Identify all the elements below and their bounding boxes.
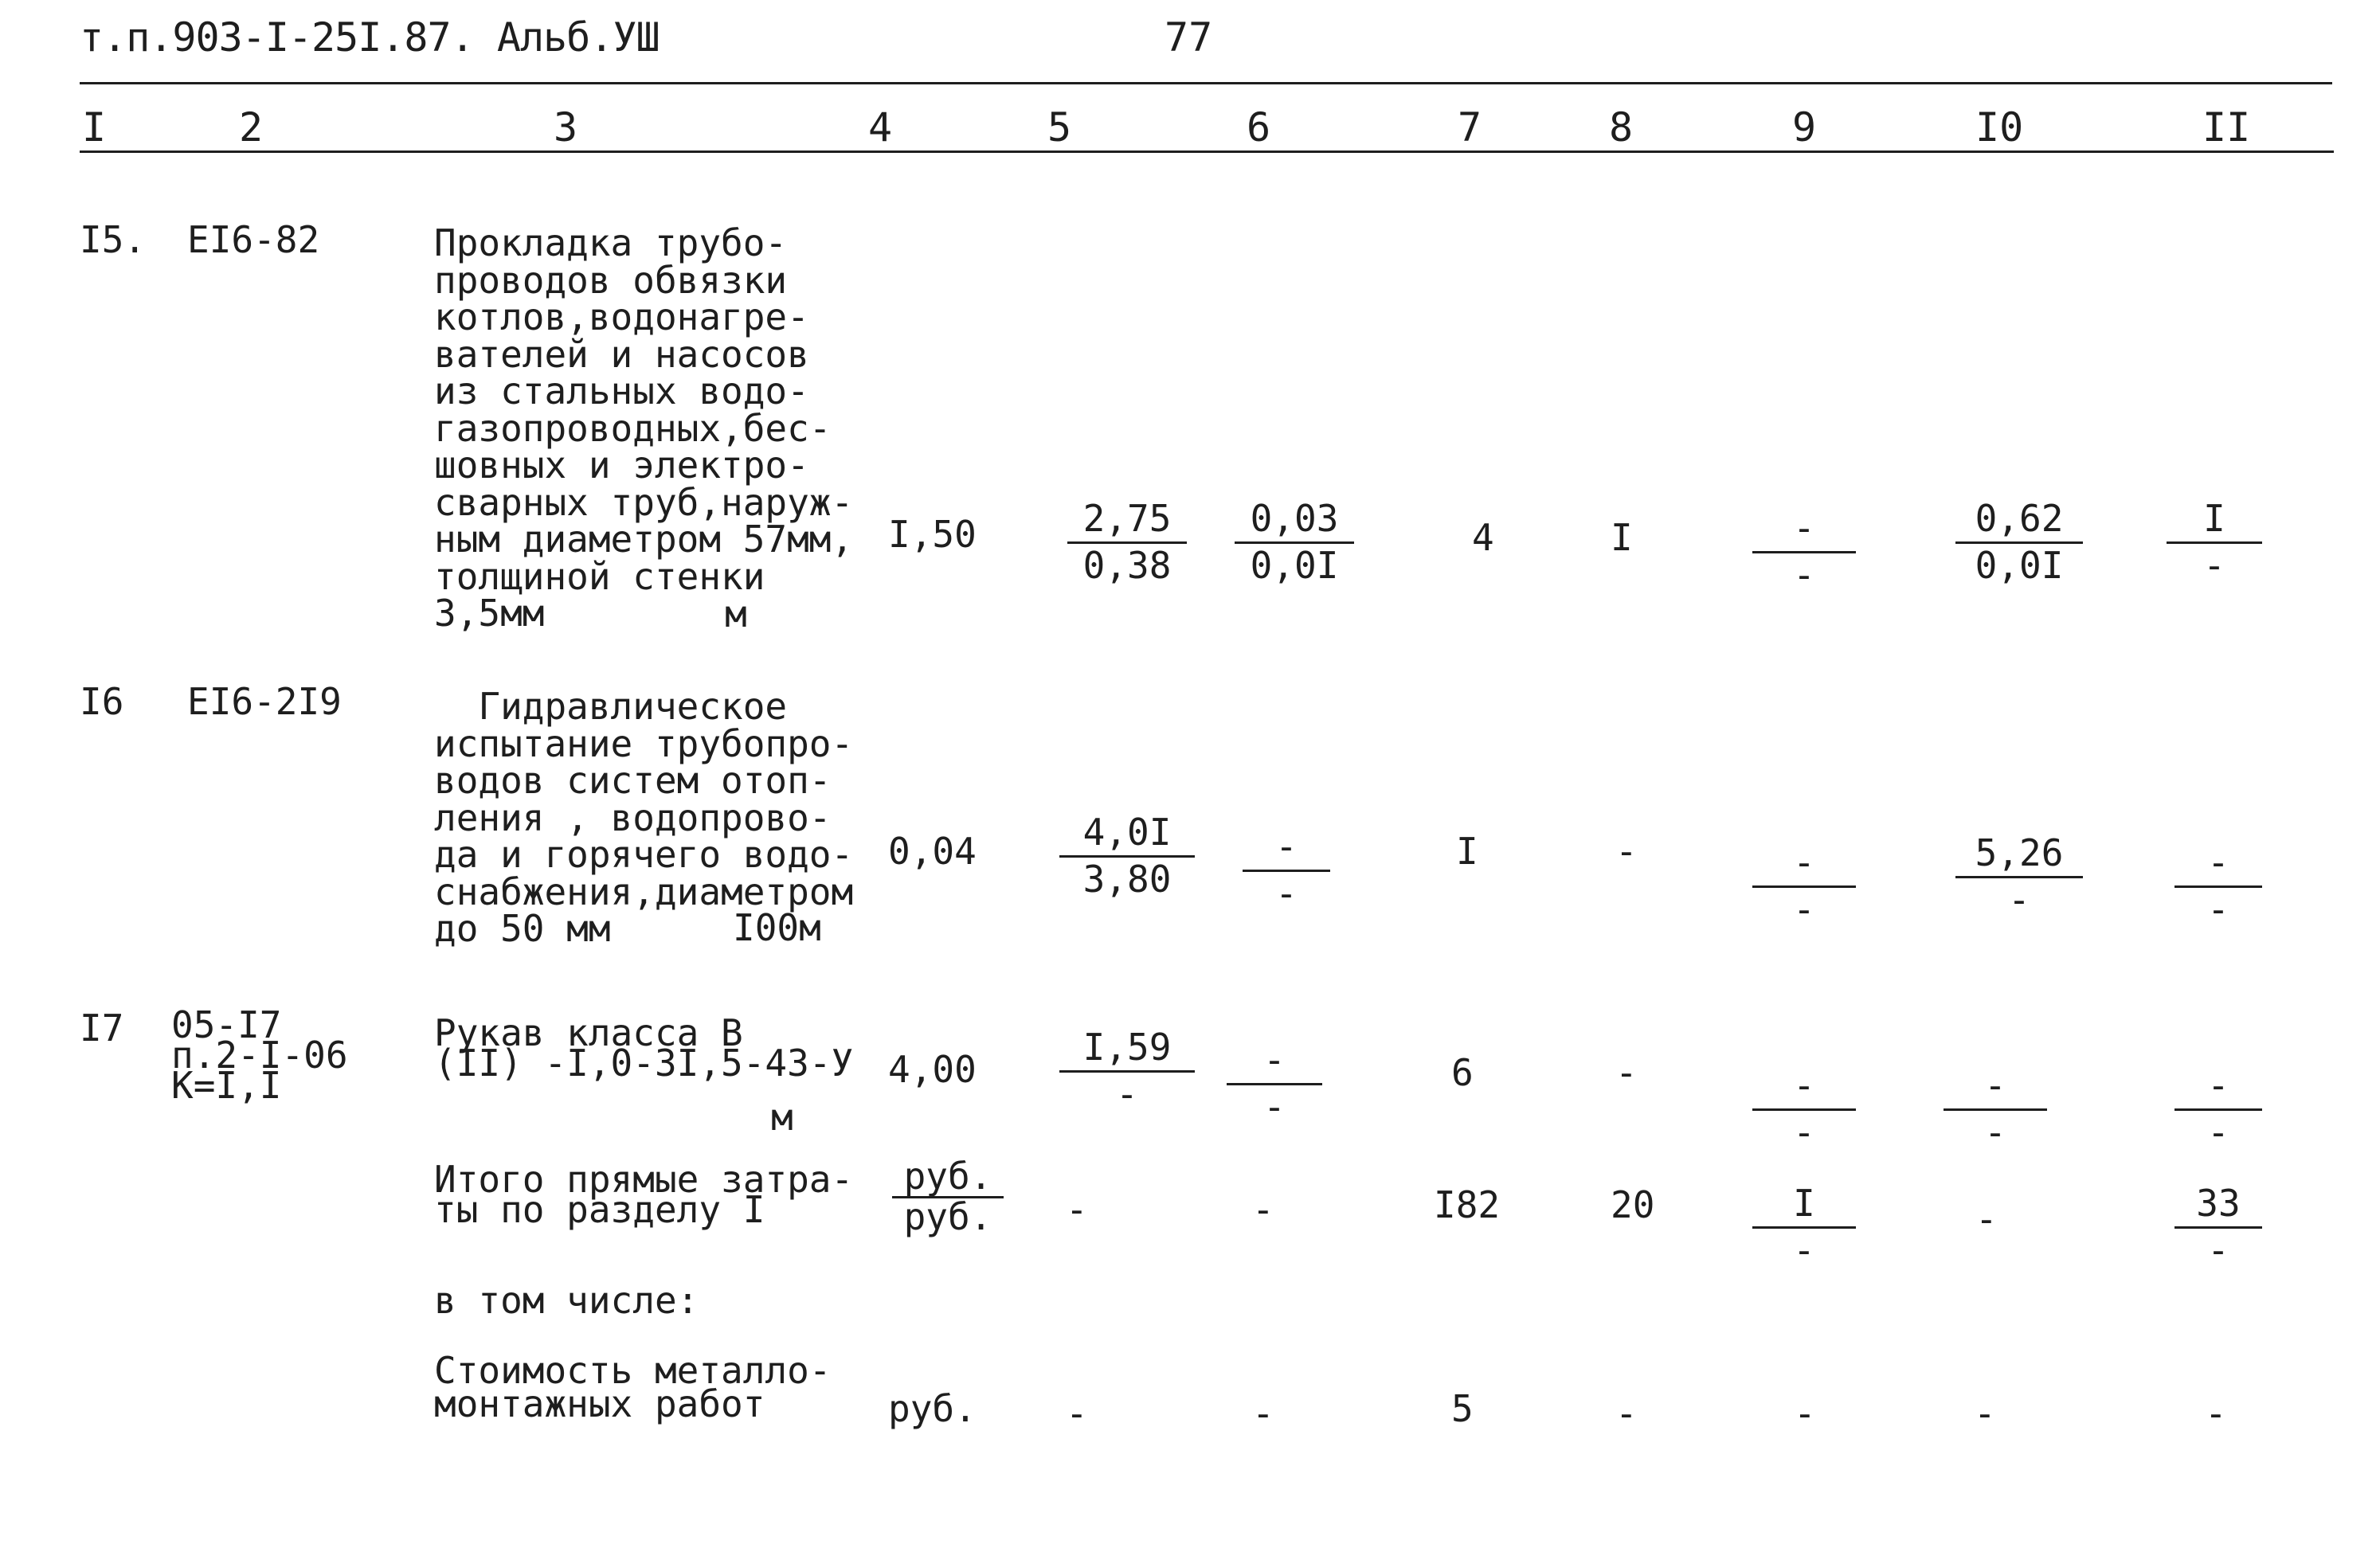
metal-works-col-6: - [1252, 1392, 1274, 1435]
totals-description: Итого прямые затра- ты по разделу I [434, 1158, 854, 1231]
cost-col-6: - - [1243, 828, 1330, 912]
cost-col-5: I,59 - [1059, 1029, 1195, 1112]
column-header-5: 5 [1047, 104, 1072, 151]
value-col-10: 5,26 - [1955, 835, 2083, 918]
labor-col-7: 6 [1451, 1051, 1474, 1094]
metal-works-col-5: - [1066, 1392, 1088, 1435]
work-description: Гидравлическое испытание трубопро- водов систем отоп- ления , водопрово- да и горячего водо- снабжения,диаметром до 50 мм [434, 685, 854, 950]
column-header-2: 2 [239, 104, 264, 151]
row-number: I6 [80, 680, 124, 723]
column-header-4: 4 [868, 104, 893, 151]
value-col-11: - - [2174, 1067, 2262, 1151]
totals-col-6: - [1252, 1188, 1274, 1231]
quantity: 0,04 [888, 830, 977, 873]
totals-unit: руб. руб. [892, 1161, 1004, 1232]
unit-of-measure: м [725, 592, 747, 635]
value-col-11: I - [2167, 500, 2262, 584]
metal-works-description: Стоимость металло- монтажных работ [434, 1349, 832, 1425]
cost-col-6: $\frac{0,03}{0,0I}$ [1235, 500, 1354, 584]
metal-works-col-7: 5 [1451, 1387, 1474, 1430]
header-bottom-rule [80, 151, 2334, 153]
document-reference: т.п.903-I-25I.87. Альб.УШ [80, 14, 660, 61]
quantity: I,50 [888, 513, 977, 556]
column-header-3: 3 [554, 104, 578, 151]
totals-col-10: - [1975, 1198, 1998, 1241]
cost-col-5: $\frac{4,0I}{3,80}$ [1059, 814, 1195, 897]
unit-of-measure: I00м [733, 906, 821, 949]
metal-works-unit: руб. [888, 1387, 977, 1430]
value-col-10: - - [1944, 1067, 2047, 1151]
column-header-11: II [2202, 104, 2251, 151]
work-description: Рукав класса В (II) -I,0-3I,5-43-У [434, 1011, 854, 1085]
top-rule [80, 82, 2332, 84]
quantity: 4,00 [888, 1048, 977, 1091]
work-description: Прокладка трубо- проводов обвязки котлов,водонагре- вателей и насосов из стальных водо- газопроводных,бес- шовных и электро- сварных труб,наруж- ным диаметром 57мм, толщиной стенки 3,5мм [434, 221, 854, 635]
metal-works-col-8: - [1615, 1392, 1638, 1435]
totals-col-5: - [1066, 1188, 1088, 1231]
cost-col-5: $\frac{2,75}{0,38}$ [1067, 500, 1187, 584]
column-header-10: I0 [1975, 104, 2024, 151]
totals-col-7: I82 [1434, 1183, 1501, 1226]
unit-of-measure: м [771, 1096, 793, 1139]
column-header-6: 6 [1247, 104, 1271, 151]
metal-works-col-9: - [1794, 1392, 1816, 1435]
totals-col-11: 33 - [2174, 1185, 2262, 1269]
machine-col-8: - [1615, 830, 1638, 873]
machine-col-8: I [1611, 516, 1633, 559]
metal-works-col-10: - [1974, 1392, 1996, 1435]
totals-col-8: 20 [1611, 1183, 1655, 1226]
column-header-7: 7 [1458, 104, 1482, 151]
value-col-9: - - [1752, 844, 1856, 928]
norm-code: 05-I7 п.2-I-06 К=I,I [171, 1003, 348, 1107]
page-number: 77 [1165, 14, 1213, 61]
norm-code: EI6-82 [187, 218, 320, 261]
machine-col-8: - [1615, 1051, 1638, 1094]
including-label: в том числе: [434, 1279, 699, 1322]
cost-col-6: - - [1227, 1042, 1322, 1125]
row-number: I7 [80, 1007, 124, 1050]
row-number: I5. [80, 218, 147, 261]
value-col-10: $\frac{0,62}{0,0I}$ [1955, 500, 2083, 584]
totals-col-9: I - [1752, 1185, 1856, 1269]
value-col-9: - - [1752, 510, 1856, 593]
column-header-9: 9 [1792, 104, 1817, 151]
labor-col-7: I [1456, 830, 1478, 873]
value-col-11: - - [2174, 844, 2262, 928]
value-col-9: - - [1752, 1067, 1856, 1151]
metal-works-col-11: - [2205, 1392, 2227, 1435]
column-header-8: 8 [1609, 104, 1634, 151]
labor-col-7: 4 [1472, 516, 1494, 559]
column-header-1: I [82, 104, 107, 151]
norm-code: EI6-2I9 [187, 680, 342, 723]
